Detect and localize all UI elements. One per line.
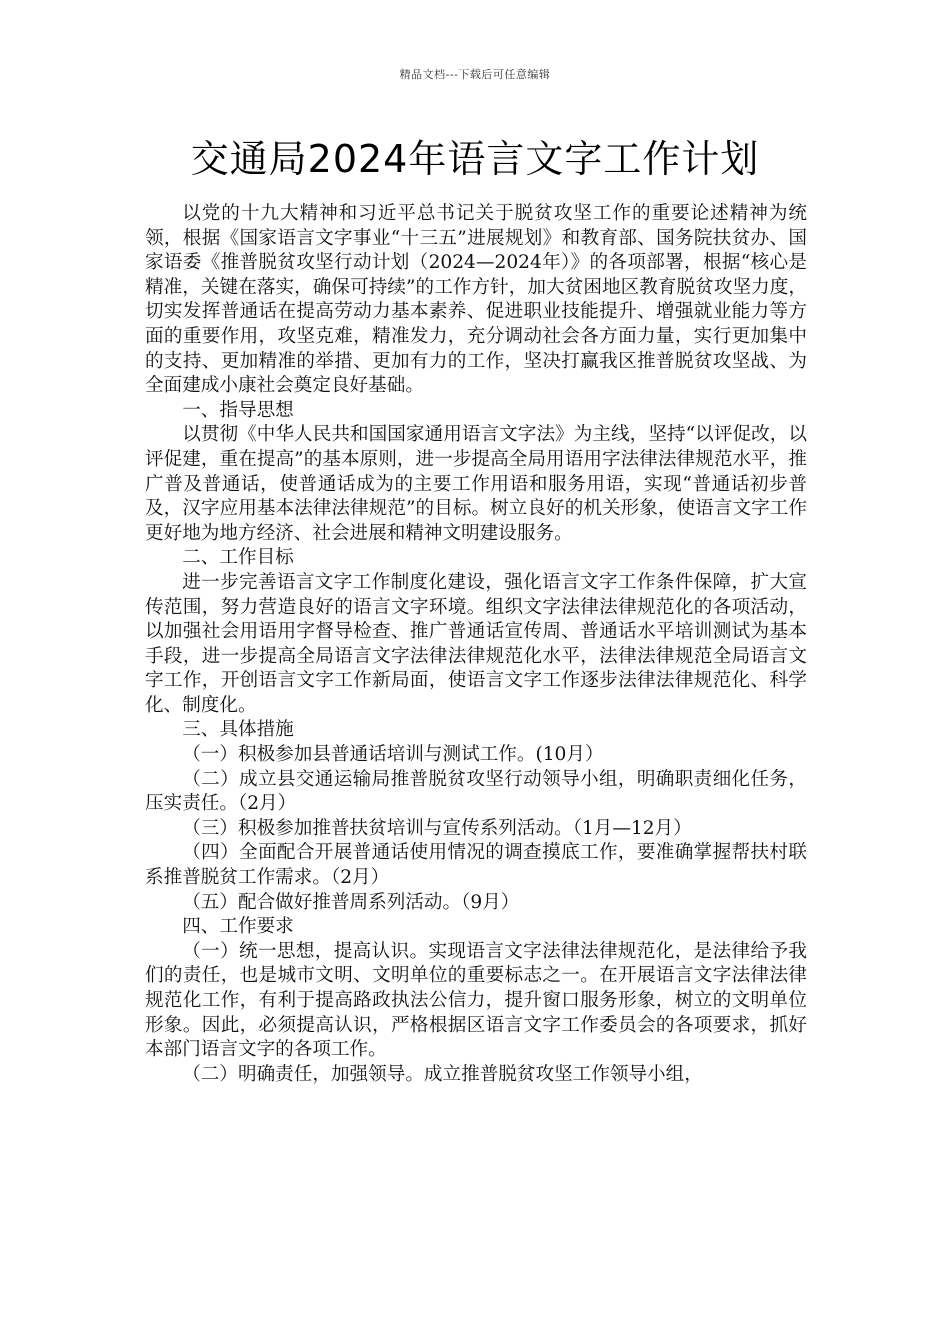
section-heading-requirements: 四、工作要求 [182, 916, 294, 938]
measure-item-5: （五）配合做好推普周系列活动。（9月） [182, 891, 520, 913]
measure-item-3: （三）积极参加推普扶贫培训与宣传系列活动。（1月—12月） [182, 817, 692, 839]
guiding-ideology-paragraph: 以贯彻《中华人民共和国国家通用语言文字法》为主线，坚持“以评促改，以评促建，重在提高”的基本原则，进一步提高全局用语用字法律法律规范水平，推广普及普通话，使普通话成为的主要工作用语和服务用语，实现“普通话初步普及，汉字应用基本法律法律规范”的目标。树立良好的机关形象，使语言文字工作更好地为地方经济、社会进展和精神文明建设服务。 [145, 424, 807, 544]
work-goals-paragraph: 进一步完善语言文字工作制度化建设，强化语言文字工作条件保障，扩大宣传范围，努力营造良好的语言文字环境。组织文字法律法律规范化的各项活动，以加强社会用语用字督导检查、推广普通话宣传周、普通话水平培训测试为基本手段，进一步提高全局语言文字法律法律规范化水平，法律法律规范全局语言文字工作，开创语言文字工作新局面，使语言文字工作逐步法律法律规范化、科学化、制度化。 [145, 571, 807, 716]
intro-paragraph: 以党的十九大精神和习近平总书记关于脱贫攻坚工作的重要论述精神为统领，根据《国家语言文字事业“十三五”进展规划》和教育部、国务院扶贫办、国家语委《推普脱贫攻坚行动计划（2024—2024年）》的各项部署，根据“核心是精准，关键在落实，确保可持续”的工作方针，加大贫困地区教育脱贫攻坚力度，切实发挥普通话在提高劳动力基本素养、促进职业技能提升、增强就业能力等方面的重要作用，攻坚克难，精准发力，充分调动社会各方面力量，实行更加集中的支持、更加精准的举措、更加有力的工作，坚决打赢我区推普脱贫攻坚战、为全面建成小康社会奠定良好基础。 [145, 203, 807, 397]
section-heading-measures: 三、具体措施 [182, 719, 294, 741]
measure-item-2: （二）成立县交通运输局推普脱贫攻坚行动领导小组，明确职责细化任务，压实责任。（2月） [145, 768, 807, 815]
document-title: 交通局2024年语言文字工作计划 [190, 137, 760, 181]
section-heading-work-goals: 二、工作目标 [182, 547, 294, 569]
section-heading-guiding-ideology: 一、指导思想 [182, 399, 294, 421]
header-note: 精品文档---下载后可任意编辑 [399, 68, 551, 81]
measure-item-4: （四）全面配合开展普通话使用情况的调查摸底工作，要准确掌握帮扶村联系推普脱贫工作需求。（2月） [145, 842, 807, 889]
document-body [145, 202, 807, 1087]
requirement-item-2: （二）明确责任，加强领导。成立推普脱贫攻坚工作领导小组， [182, 1063, 703, 1085]
measure-item-1: （一）积极参加县普通话培训与测试工作。(10月） [182, 744, 604, 766]
requirement-item-1: （一）统一思想，提高认识。实现语言文字法律法律规范化，是法律给予我们的责任，也是城市文明、文明单位的重要标志之一。在开展语言文字法律法律规范化工作，有利于提高路政执法公信力，提升窗口服务形象，树立的文明单位形象。因此，必须提高认识，严格根据区语言文字工作委员会的各项要求，抓好本部门语言文字的各项工作。 [145, 940, 807, 1061]
